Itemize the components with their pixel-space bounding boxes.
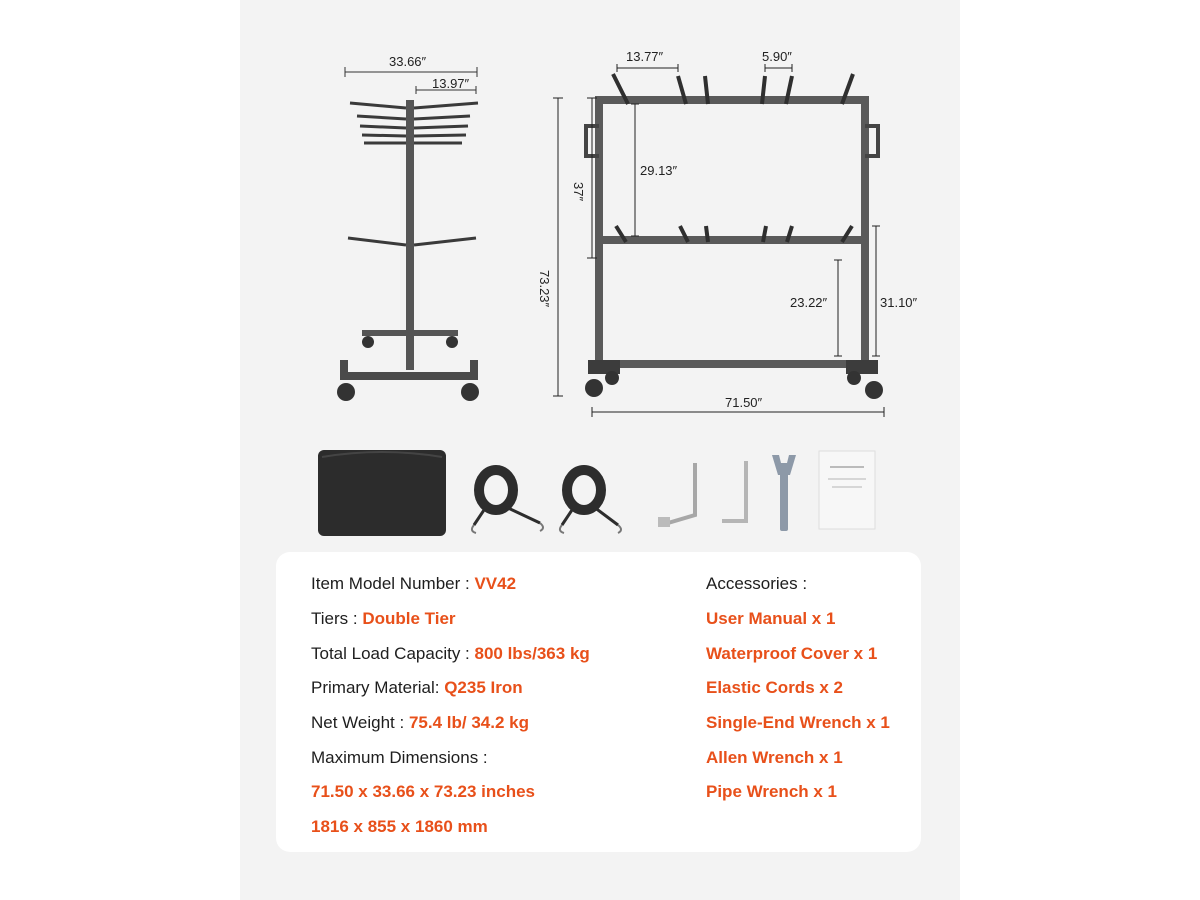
allen-wrench-icon (722, 461, 746, 521)
dim-front-upper-inner: 29.13″ (640, 163, 678, 178)
spec-value: 800 lbs/363 kg (474, 644, 590, 663)
spec-dimensions-mm: 1816 x 855 x 1860 mm (311, 817, 488, 836)
elastic-cord-icon (560, 470, 621, 533)
dim-side-arm: 13.97″ (432, 76, 470, 91)
dimension-drawings (0, 0, 1200, 440)
spec-model (311, 573, 516, 595)
accessory-item: Pipe Wrench x 1 (706, 782, 838, 801)
spec-label: Tiers : (311, 609, 363, 628)
accessory-item: Single-End Wrench x 1 (706, 713, 890, 732)
accessories-images (0, 445, 1200, 545)
front-view-rack (553, 64, 884, 417)
single-end-wrench-icon (772, 455, 796, 531)
dim-side-width: 33.66″ (389, 54, 427, 69)
elastic-cord-icon (472, 470, 543, 533)
specs-card (276, 552, 921, 852)
spec-label: Total Load Capacity : (311, 644, 475, 663)
dim-front-width: 71.50″ (725, 395, 763, 410)
user-manual-icon (819, 451, 875, 529)
spec-value: VV42 (474, 574, 517, 593)
spec-value: Double Tier (362, 609, 456, 628)
accessories-title: Accessories : (706, 574, 808, 593)
accessory-item: Elastic Cords x 2 (706, 678, 844, 697)
dim-front-lower-inner: 23.22″ (790, 295, 828, 310)
accessory-item: Waterproof Cover x 1 (706, 644, 878, 663)
spec-load (311, 643, 590, 665)
waterproof-cover-icon (318, 450, 446, 536)
dim-front-height: 73.23″ (537, 270, 552, 308)
accessory-item: User Manual x 1 (706, 609, 836, 628)
accessory-item: Allen Wrench x 1 (706, 748, 843, 767)
spec-tiers (311, 608, 456, 630)
side-view-rack (337, 67, 479, 401)
dim-front-hook-narrow: 5.90″ (762, 49, 792, 64)
spec-label: Primary Material: (311, 678, 445, 697)
spec-dimensions-inches: 71.50 x 33.66 x 73.23 inches (311, 782, 536, 801)
pipe-wrench-icon (658, 463, 695, 527)
spec-material (311, 677, 523, 699)
spec-weight (311, 712, 529, 734)
dim-front-upper-height: 37″ (571, 182, 586, 202)
dim-front-hook-wide: 13.77″ (626, 49, 664, 64)
spec-dimensions-label: Maximum Dimensions : (311, 748, 488, 767)
spec-value: 75.4 lb/ 34.2 kg (408, 713, 529, 732)
dim-front-lower-height: 31.10″ (880, 295, 918, 310)
spec-label: Net Weight : (311, 713, 409, 732)
spec-label: Item Model Number : (311, 574, 475, 593)
spec-value: Q235 Iron (444, 678, 523, 697)
